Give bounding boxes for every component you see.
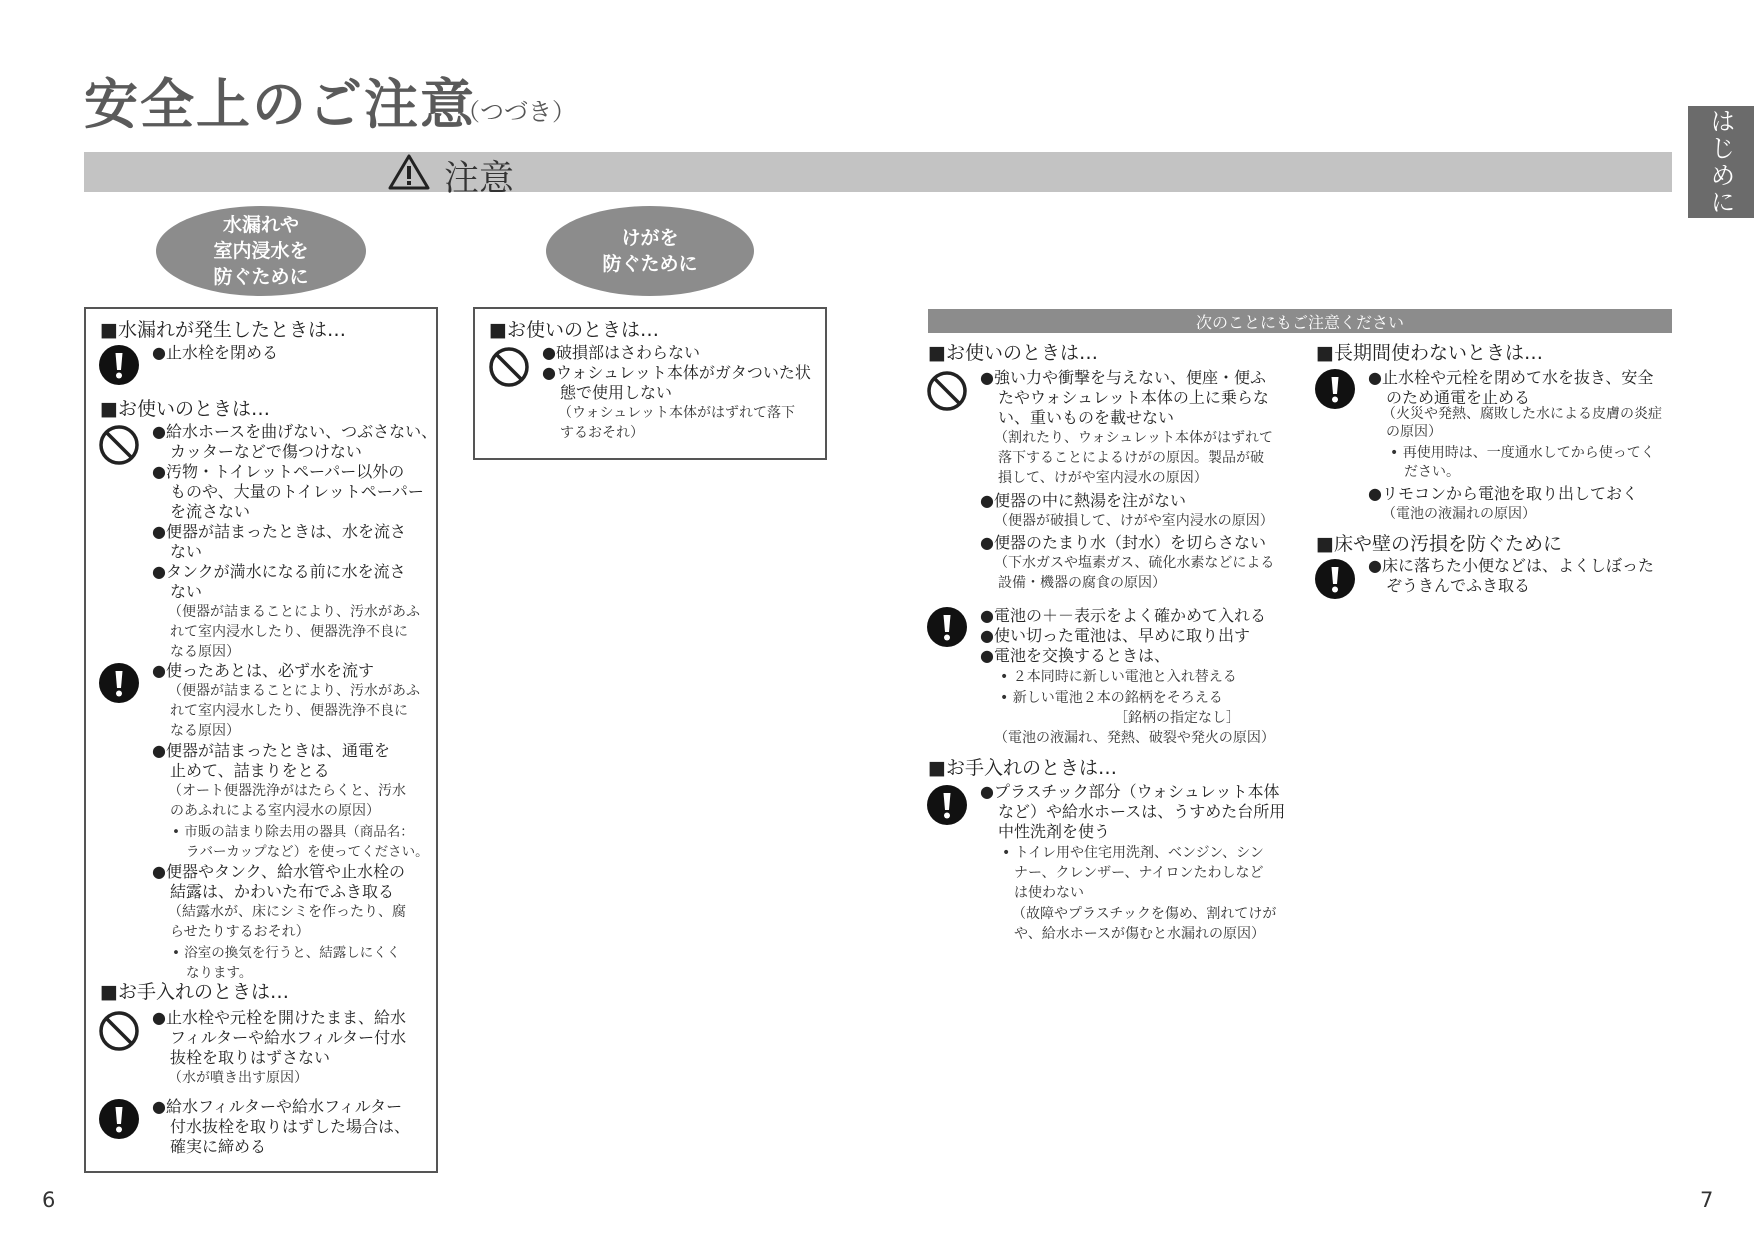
col3-a-note: （割れたり、ウォシュレット本体がはずれて <box>994 430 1274 446</box>
col4-note: （火災や発熱、腐敗した水による皮膚の炎症 <box>1382 406 1662 422</box>
page-number-right: 7 <box>1700 1188 1714 1212</box>
caution-label: 注意 <box>444 159 515 199</box>
notice-band-label: 次のことにもご注意ください <box>1195 312 1404 332</box>
col1-s2-line: を流さない <box>170 502 251 521</box>
col1-s5-line: 確実に締める <box>170 1137 267 1156</box>
col1-s5-line: ●給水フィルターや給水フィルター <box>152 1097 403 1116</box>
col1-s3-note: （便器が詰まることにより、汚水があふ <box>168 683 420 699</box>
col1-s3-note: らせたりするおそれ） <box>170 924 310 940</box>
col1-s3-note: のあふれによる室内浸水の原因） <box>170 803 380 819</box>
mandatory-icon <box>98 344 140 386</box>
col3-a-note: （下水ガスや塩素ガス、硫化水素などによる <box>994 555 1275 571</box>
col4-line: ●止水栓や元栓を閉めて水を抜き、安全 <box>1368 368 1654 387</box>
col3-b-line: ●電池を交換するときは、 <box>980 646 1170 665</box>
col1-s2-line: ない <box>170 542 203 561</box>
col1-s3-note: れて室内浸水したり、便器洗浄不良に <box>170 703 408 719</box>
col3-c-bullet: や、給水ホースが傷むと水漏れの原因） <box>1014 926 1266 942</box>
col3-b-bullet: • 新しい電池２本の銘柄をそろえる <box>1000 690 1223 706</box>
col1-s4-line: 抜栓を取りはずさない <box>170 1048 331 1067</box>
col4-line: のため通電を止める <box>1386 388 1531 407</box>
col2-line: ●破損部はさわらない <box>542 343 700 362</box>
col3-a-line: ●強い力や衝撃を与えない、便座・便ふ <box>980 368 1266 387</box>
col3-a-line: い、重いものを載せない <box>998 408 1175 427</box>
mandatory-icon <box>98 1098 140 1140</box>
col1-s3-line: ●便器やタンク、給水管や止水栓の <box>152 862 406 881</box>
col3-c-bullet: は使わない <box>1014 885 1084 901</box>
col1-s2-note: （便器が詰まることにより、汚水があふ <box>168 604 420 620</box>
col3-c-line: 中性洗剤を使う <box>998 822 1111 841</box>
mandatory-icon <box>98 662 140 704</box>
col2-line: 態で使用しない <box>560 383 673 402</box>
col1-s2-line: ●タンクが満水になる前に水を流さ <box>152 562 406 581</box>
col1-s1-heading: ■水漏れが発生したときは… <box>100 319 346 341</box>
prohibition-icon <box>98 1010 140 1052</box>
col3-b-bullet: • ２本同時に新しい電池と入れ替える <box>1000 669 1237 685</box>
oval-injury-prevention <box>546 206 754 296</box>
col1-s3-bullet: ラバーカップなど）を使ってください。 <box>186 844 429 860</box>
mandatory-icon <box>1314 368 1356 410</box>
mandatory-icon <box>1314 558 1356 600</box>
col4-bullet: • 再使用時は、一度通水してから使ってく <box>1390 445 1655 461</box>
col3-a-line: ●便器の中に熱湯を注がない <box>980 491 1186 510</box>
col4-note: （電池の液漏れの原因） <box>1382 506 1536 522</box>
col1-s3-line: ●便器が詰まったときは、通電を <box>152 741 390 760</box>
col1-s3-bullet: • 市販の詰まり除去用の器具（商品名： <box>172 824 414 840</box>
prohibition-icon <box>98 424 140 466</box>
col3-c-line: ●プラスチック部分（ウォシュレット本体 <box>980 782 1280 801</box>
page-number-left: 6 <box>42 1188 56 1212</box>
col1-s2-note: なる原因） <box>170 644 240 660</box>
page-title-sub: （つづき） <box>456 98 576 126</box>
col1-s3-note: なる原因） <box>170 723 240 739</box>
col3-b-note: （電池の液漏れ、発熱、破裂や発火の原因） <box>994 730 1275 746</box>
col1-s2-heading: ■お使いのときは… <box>100 398 270 420</box>
col4-h2: ■床や壁の汚損を防ぐために <box>1316 533 1562 555</box>
col3-b-bullet: ［銘柄の指定なし］ <box>1114 710 1240 726</box>
col3-c-bullet: • トイレ用や住宅用洗剤、ベンジン、シン <box>1002 845 1264 861</box>
col1-s1-line: ●止水栓を閉める <box>152 343 278 362</box>
col4-line: ぞうきんでふき取る <box>1386 576 1531 595</box>
caution-band <box>84 152 1672 192</box>
mandatory-icon <box>926 784 968 826</box>
col1-s3-note: （結露水が、床にシミを作ったり、腐 <box>168 904 406 920</box>
col1-s3-line: 結露は、かわいた布でふき取る <box>170 882 395 901</box>
col2-note: （ウォシュレット本体がはずれて落下 <box>558 405 796 421</box>
col3-a-note: 設備・機器の腐食の原因） <box>998 575 1166 591</box>
mandatory-icon <box>926 606 968 648</box>
col1-s3-note: （オート便器洗浄がはたらくと、汚水 <box>168 783 406 799</box>
col1-s2-note: れて室内浸水したり、便器洗浄不良に <box>170 624 408 640</box>
col1-s4-line: ●止水栓や元栓を開けたまま、給水 <box>152 1008 406 1027</box>
col3-a-line: ●便器のたまり水（封水）を切らさない <box>980 533 1266 552</box>
col1-s2-line: ●給水ホースを曲げない、つぶさない、 <box>152 422 438 441</box>
col3-c-bullet: （故障やプラスチックを傷め、割れてけが <box>1012 906 1277 922</box>
prohibition-icon <box>488 346 530 388</box>
col1-s2-line: ●便器が詰まったときは、水を流さ <box>152 522 406 541</box>
col3-a-note: 落下することによるけがの原因。製品が破 <box>998 450 1264 466</box>
oval-injury-text: けがを 防ぐために <box>602 227 698 275</box>
notice-band <box>928 309 1672 333</box>
col1-s3-bullet: なります。 <box>186 965 253 981</box>
col3-c-line: など）や給水ホースは、うすめた台所用 <box>998 802 1286 821</box>
col1-s4-heading: ■お手入れのときは… <box>100 981 289 1003</box>
col3-heading: ■お使いのときは… <box>928 342 1098 364</box>
col1-s2-line: ものや、大量のトイレットペーパー <box>170 482 424 501</box>
col2-heading: ■お使いのときは… <box>489 319 659 341</box>
col3-a-note: （便器が破損して、けがや室内浸水の原因） <box>994 513 1274 529</box>
col2-line: ●ウォシュレット本体がガタついた状 <box>542 363 811 382</box>
col4-line: ●リモコンから電池を取り出しておく <box>1368 484 1638 503</box>
oval-water-prevention <box>156 206 366 296</box>
side-tab-label: はじめに <box>1707 108 1736 216</box>
prohibition-icon <box>926 370 968 412</box>
col1-s4-note: （水が噴き出す原因） <box>168 1070 308 1086</box>
col4-heading: ■長期間使わないときは… <box>1316 342 1543 364</box>
col4-bullet: ださい。 <box>1404 464 1460 480</box>
col1-s2-line: ●汚物・トイレットペーパー以外の <box>152 462 405 481</box>
col4-line: ●床に落ちた小便などは、よくしぼった <box>1368 556 1654 575</box>
col3-b-line: ●電池の＋－表示をよく確かめて入れる <box>980 606 1266 625</box>
col2-note: するおそれ） <box>560 425 644 441</box>
col3-b-line: ●使い切った電池は、早めに取り出す <box>980 626 1250 645</box>
col3-c-heading: ■お手入れのときは… <box>928 757 1117 779</box>
col1-s3-line: 止めて、詰まりをとる <box>170 761 330 780</box>
page-title: 安全上のご注意 <box>84 73 476 136</box>
col1-s3-bullet: • 浴室の換気を行うと、結露しにくく <box>172 945 401 961</box>
warning-triangle-icon <box>388 153 430 191</box>
oval-water-text: 水漏れや 室内浸水を 防ぐために <box>213 214 309 288</box>
col1-s2-line: カッターなどで傷つけない <box>170 442 362 461</box>
side-tab <box>1688 106 1754 218</box>
col1-s5-line: 付水抜栓を取りはずした場合は、 <box>170 1117 411 1136</box>
col4-note: の原因） <box>1386 424 1442 440</box>
col3-a-note: 損して、けがや室内浸水の原因） <box>998 470 1208 486</box>
col3-c-bullet: ナー、クレンザー、ナイロンたわしなど <box>1014 865 1264 881</box>
col1-s3-line: ●使ったあとは、必ず水を流す <box>152 661 374 680</box>
col3-a-line: たやウォシュレット本体の上に乗らな <box>998 388 1269 407</box>
col1-s4-line: フィルターや給水フィルター付水 <box>170 1028 407 1047</box>
col1-s2-line: ない <box>170 582 203 601</box>
